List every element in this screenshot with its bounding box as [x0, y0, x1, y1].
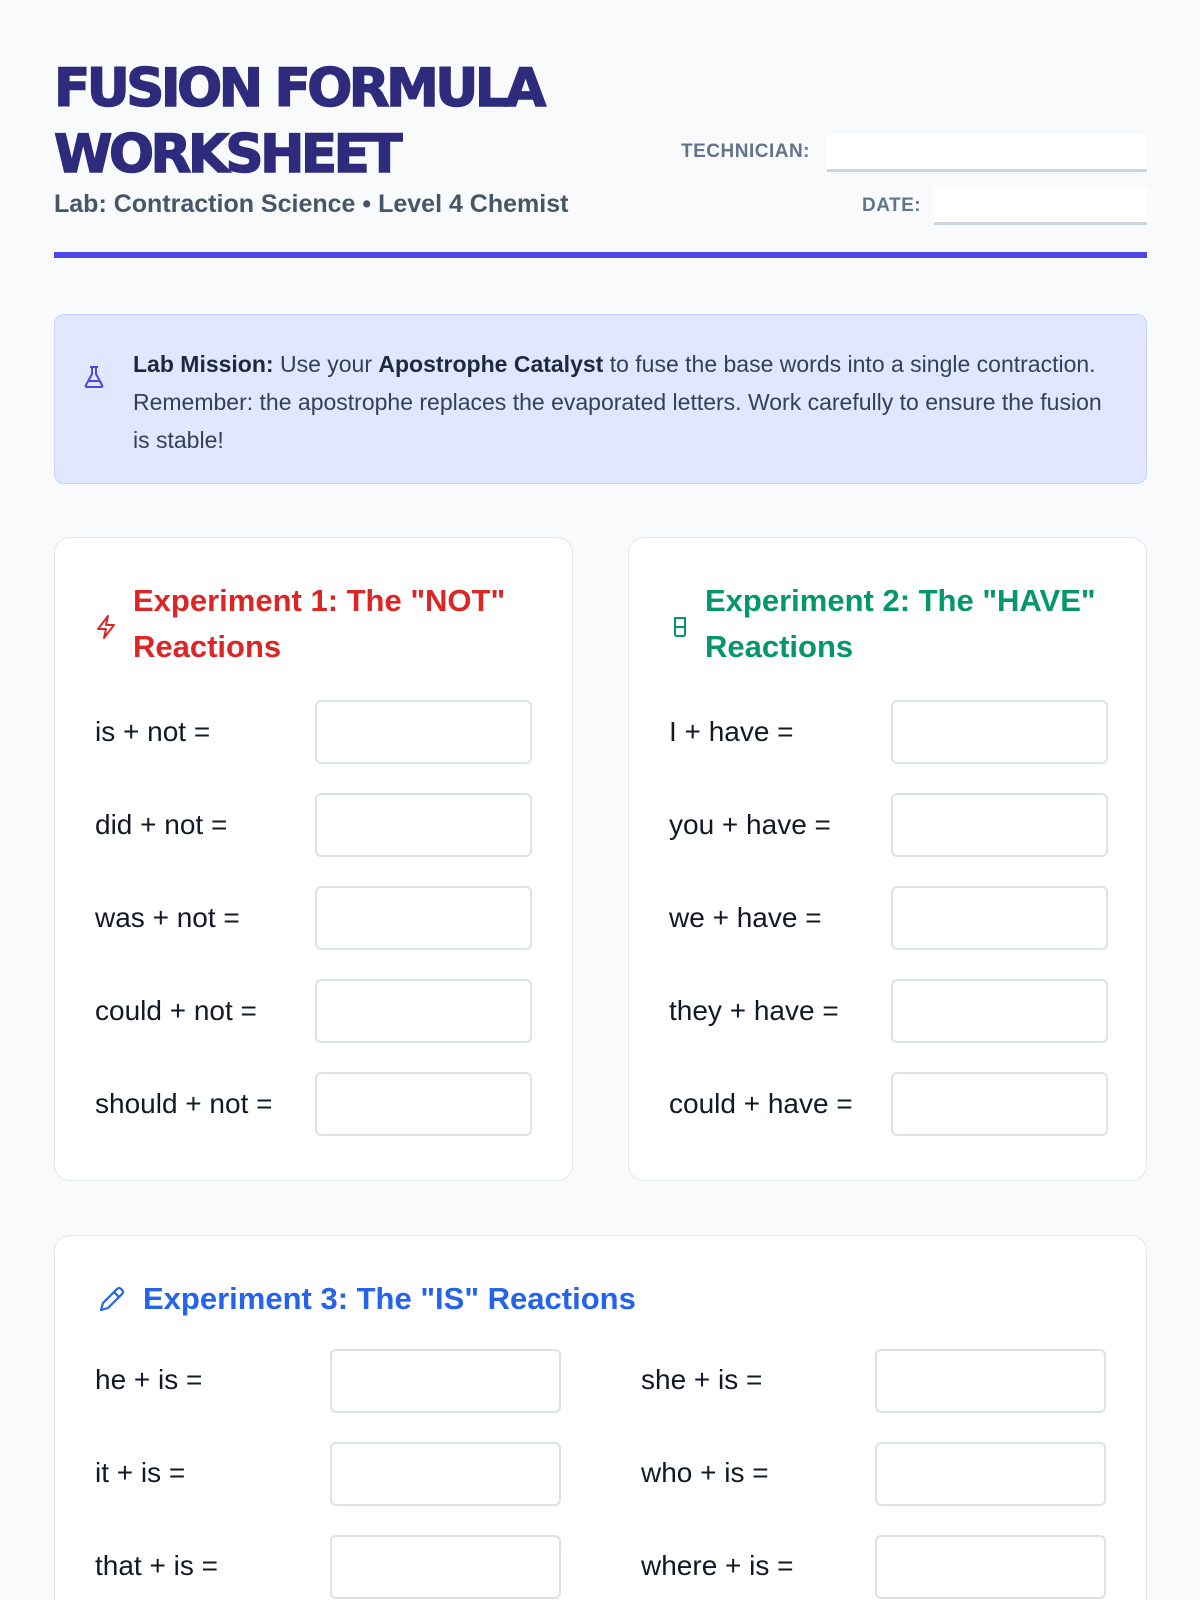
experiment-3-formula: where + is = [641, 1550, 794, 1581]
date-field[interactable] [934, 187, 1147, 225]
experiment-1-title: Experiment 1: The "NOT" Reactions [133, 583, 506, 664]
experiment-3-formula: who + is = [641, 1457, 769, 1488]
experiment-2-formula: could + have = [669, 1088, 853, 1119]
experiment-3-answer-box[interactable] [875, 1442, 1106, 1506]
experiment-2-formula: you + have = [669, 809, 831, 840]
experiment-3-formula: it + is = [95, 1457, 186, 1488]
experiment-3-answer-box[interactable] [330, 1349, 561, 1413]
experiment-1-formula: should + not = [95, 1088, 273, 1119]
page-title: FUSION FORMULA WORKSHEET [54, 58, 543, 185]
mission-text-1: Use your [273, 351, 379, 377]
experiment-1-formula: is + not = [95, 716, 211, 747]
experiment-2-formula: they + have = [669, 995, 839, 1026]
experiment-2-answer-box[interactable] [891, 793, 1108, 857]
lightning-icon [95, 614, 117, 640]
experiment-1-answer-box[interactable] [315, 700, 532, 764]
experiment-2-formula: we + have = [669, 902, 822, 933]
mission-catalyst: Apostrophe Catalyst [378, 351, 604, 377]
technician-label: TECHNICIAN: [681, 141, 810, 162]
lab-mission-box [54, 314, 1147, 484]
mission-text [133, 345, 1113, 459]
experiment-3-formula: he + is = [95, 1364, 203, 1395]
experiment-3-answer-box[interactable] [875, 1535, 1106, 1599]
experiment-2-formula: I + have = [669, 716, 794, 747]
experiment-1-formula: could + not = [95, 995, 257, 1026]
experiment-3-formula: that + is = [95, 1550, 218, 1581]
worksheet-header [54, 0, 1147, 262]
date-label: DATE: [862, 195, 922, 216]
experiment-2-answer-box[interactable] [891, 700, 1108, 764]
page-subtitle: Lab: Contraction Science • Level 4 Chemist [54, 190, 569, 218]
experiment-1-card [54, 537, 573, 1181]
technician-field[interactable] [827, 134, 1147, 172]
experiment-2-title: Experiment 2: The "HAVE" Reactions [705, 583, 1096, 664]
experiment-1-answer-box[interactable] [315, 793, 532, 857]
experiment-1-answer-box[interactable] [315, 979, 532, 1043]
worksheet-page [54, 0, 1147, 1581]
experiment-2-card [628, 537, 1147, 1181]
experiment-1-formula: did + not = [95, 809, 228, 840]
experiment-3-answer-box[interactable] [875, 1349, 1106, 1413]
experiment-2-answer-box[interactable] [891, 979, 1108, 1043]
experiment-3-formula: she + is = [641, 1364, 763, 1395]
mission-text-2: to fuse the base words into a single contraction. Remember: the apostrophe replaces the evaporated letters. Work carefully to ensure the fusion is stable! [133, 351, 1102, 453]
experiment-3-answer-box[interactable] [330, 1535, 561, 1599]
experiment-1-formula: was + not = [95, 902, 240, 933]
flask-icon [83, 365, 105, 389]
experiment-3-title: Experiment 3: The "IS" Reactions [143, 1281, 636, 1316]
experiment-3-card [54, 1235, 1147, 1600]
beaker-icon [671, 615, 689, 639]
mission-lead: Lab Mission: [133, 351, 274, 377]
experiment-2-answer-box[interactable] [891, 886, 1108, 950]
experiment-1-answer-box[interactable] [315, 886, 532, 950]
experiment-3-answer-box[interactable] [330, 1442, 561, 1506]
header-divider [54, 252, 1147, 258]
experiment-1-answer-box[interactable] [315, 1072, 532, 1136]
experiment-2-answer-box[interactable] [891, 1072, 1108, 1136]
pencil-icon [95, 1284, 127, 1316]
